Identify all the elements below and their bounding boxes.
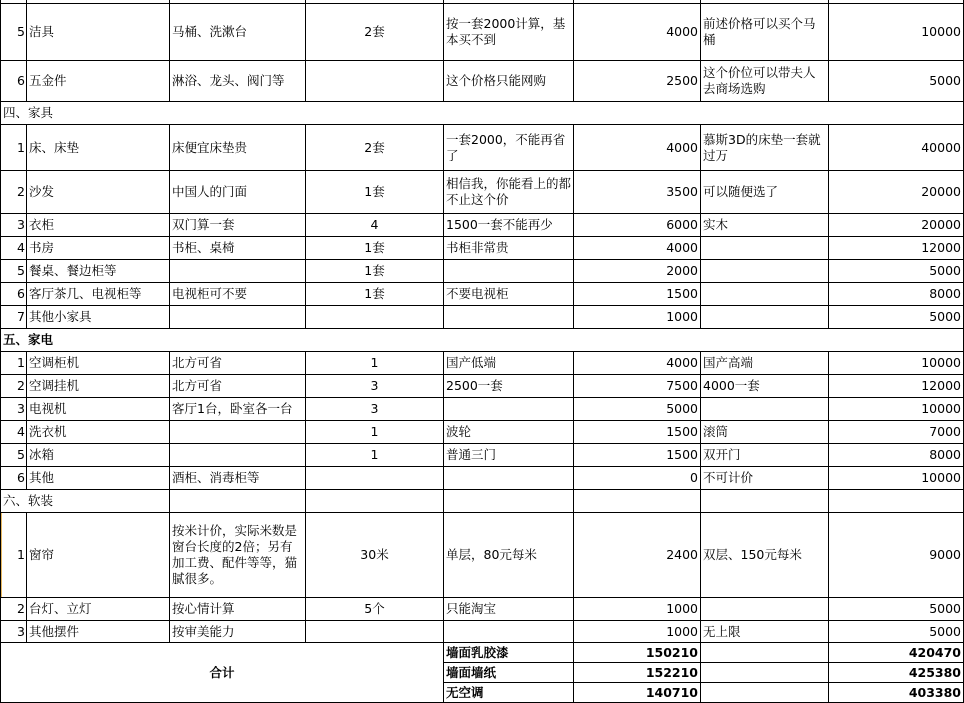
cell-index[interactable]: 5 — [1, 260, 27, 283]
cell-note[interactable]: 北方可省 — [170, 375, 306, 398]
cell-quantity[interactable]: 3 — [306, 398, 444, 421]
cell-premium-note[interactable]: 双层、150元每米 — [701, 513, 829, 598]
cell-index[interactable]: 3 — [1, 398, 27, 421]
cell-premium-price[interactable]: 8000 — [829, 283, 964, 306]
cell-item[interactable]: 书房 — [27, 237, 170, 260]
cell-index[interactable]: 5 — [1, 4, 27, 61]
cell-budget-price[interactable]: 2500 — [574, 61, 701, 102]
cell-index[interactable]: 7 — [1, 306, 27, 329]
cell-quantity[interactable]: 1套 — [306, 171, 444, 214]
cell-note[interactable]: 按审美能力 — [170, 621, 306, 643]
cell-quantity[interactable]: 3 — [306, 375, 444, 398]
table-row — [1, 306, 964, 329]
cell-budget-price[interactable]: 6000 — [574, 214, 701, 237]
cell-budget-note[interactable]: 相信我，你能看上的都不止这个价 — [444, 171, 574, 214]
cell-index[interactable]: 6 — [1, 61, 27, 102]
cell-premium-price[interactable]: 10000 — [829, 4, 964, 61]
total-scenario-name[interactable]: 墙面墙纸 — [444, 663, 574, 683]
table-row — [1, 214, 964, 237]
empty-cell[interactable] — [170, 490, 306, 513]
cell-note[interactable] — [170, 306, 306, 329]
total-row — [1, 643, 964, 663]
cell-budget-price[interactable]: 1500 — [574, 283, 701, 306]
cell-premium-price[interactable]: 5000 — [829, 621, 964, 643]
cell-premium-price[interactable]: 9000 — [829, 513, 964, 598]
cell-index[interactable]: 1 — [1, 125, 27, 171]
cell-budget-price[interactable]: 1000 — [574, 621, 701, 643]
empty-cell[interactable] — [701, 643, 829, 663]
cell-budget-price[interactable]: 2000 — [574, 260, 701, 283]
cell-premium-price[interactable]: 5000 — [829, 61, 964, 102]
cell-index[interactable]: 1 — [1, 352, 27, 375]
cell-quantity[interactable] — [306, 467, 444, 490]
table-row — [1, 467, 964, 490]
cell-budget-price[interactable]: 4000 — [574, 237, 701, 260]
cell-premium-note[interactable] — [701, 260, 829, 283]
cell-premium-price[interactable]: 10000 — [829, 467, 964, 490]
cell-quantity[interactable]: 4 — [306, 214, 444, 237]
cell-premium-note[interactable]: 这个价位可以带夫人去商场选购 — [701, 61, 829, 102]
cell-budget-note[interactable]: 国产低端 — [444, 352, 574, 375]
cell-premium-price[interactable]: 12000 — [829, 237, 964, 260]
cell-budget-price[interactable]: 5000 — [574, 398, 701, 421]
table-row — [1, 4, 964, 61]
total-label[interactable]: 合计 — [1, 643, 444, 703]
cell-premium-price[interactable]: 10000 — [829, 352, 964, 375]
cell-premium-note[interactable] — [701, 306, 829, 329]
cell-note[interactable] — [170, 260, 306, 283]
cell-budget-price[interactable]: 2400 — [574, 513, 701, 598]
empty-cell[interactable] — [829, 490, 964, 513]
cell-premium-price[interactable]: 5000 — [829, 598, 964, 621]
table-row — [1, 513, 964, 598]
cell-budget-note[interactable]: 2500一套 — [444, 375, 574, 398]
cell-item[interactable]: 其他摆件 — [27, 621, 170, 643]
cell-premium-price[interactable]: 5000 — [829, 260, 964, 283]
table-row — [1, 283, 964, 306]
table-row — [1, 125, 964, 171]
cell-index[interactable]: 6 — [1, 467, 27, 490]
cell-budget-note[interactable]: 普通三门 — [444, 444, 574, 467]
cell-quantity[interactable]: 1套 — [306, 260, 444, 283]
cell-premium-note[interactable] — [701, 237, 829, 260]
cell-index[interactable]: 3 — [1, 214, 27, 237]
cell-budget-note[interactable] — [444, 398, 574, 421]
cell-item[interactable]: 餐桌、餐边柜等 — [27, 260, 170, 283]
section-header-row — [1, 102, 964, 125]
cell-note[interactable]: 中国人的门面 — [170, 171, 306, 214]
cell-budget-note[interactable]: 1500一套不能再少 — [444, 214, 574, 237]
table-row — [1, 352, 964, 375]
cell-budget-price[interactable]: 1500 — [574, 444, 701, 467]
cell-item[interactable]: 客厅茶几、电视柜等 — [27, 283, 170, 306]
cell-budget-price[interactable]: 4000 — [574, 352, 701, 375]
cell-budget-note[interactable]: 只能淘宝 — [444, 598, 574, 621]
table-row — [1, 421, 964, 444]
table-row — [1, 171, 964, 214]
cell-quantity[interactable]: 2套 — [306, 4, 444, 61]
cell-note[interactable]: 淋浴、龙头、阀门等 — [170, 61, 306, 102]
section-title[interactable]: 五、家电 — [1, 329, 964, 352]
cell-quantity[interactable]: 1套 — [306, 237, 444, 260]
cell-budget-note[interactable]: 一套2000，不能再省了 — [444, 125, 574, 171]
cell-item[interactable]: 窗帘 — [27, 513, 170, 598]
cell-budget-note[interactable] — [444, 621, 574, 643]
cell-budget-note[interactable] — [444, 467, 574, 490]
cell-item[interactable]: 洁具 — [27, 4, 170, 61]
cell-budget-price[interactable]: 4000 — [574, 4, 701, 61]
cell-item[interactable]: 五金件 — [27, 61, 170, 102]
cell-quantity[interactable] — [306, 621, 444, 643]
cell-item[interactable]: 沙发 — [27, 171, 170, 214]
cell-premium-note[interactable]: 4000一套 — [701, 375, 829, 398]
empty-cell[interactable] — [701, 683, 829, 703]
cell-budget-price[interactable]: 4000 — [574, 125, 701, 171]
table-row — [1, 598, 964, 621]
cell-premium-price[interactable]: 40000 — [829, 125, 964, 171]
total-premium-value[interactable]: 420470 — [829, 643, 964, 663]
cell-premium-price[interactable]: 8000 — [829, 444, 964, 467]
cell-premium-note[interactable]: 国产高端 — [701, 352, 829, 375]
total-budget-value[interactable]: 150210 — [574, 643, 701, 663]
cell-quantity[interactable]: 5个 — [306, 598, 444, 621]
cell-note[interactable]: 床便宜床垫贵 — [170, 125, 306, 171]
cell-item[interactable]: 空调挂机 — [27, 375, 170, 398]
empty-cell[interactable] — [306, 490, 444, 513]
cell-budget-note[interactable]: 这个价格只能网购 — [444, 61, 574, 102]
cell-premium-note[interactable]: 前述价格可以买个马桶 — [701, 4, 829, 61]
cell-budget-note[interactable]: 不要电视柜 — [444, 283, 574, 306]
cell-premium-note[interactable]: 可以随便选了 — [701, 171, 829, 214]
cell-budget-note[interactable] — [444, 260, 574, 283]
total-premium-value[interactable]: 403380 — [829, 683, 964, 703]
cell-item[interactable]: 电视机 — [27, 398, 170, 421]
cell-premium-price[interactable]: 20000 — [829, 171, 964, 214]
cell-budget-note[interactable]: 按一套2000计算，基本买不到 — [444, 4, 574, 61]
cell-premium-price[interactable]: 12000 — [829, 375, 964, 398]
section-title[interactable]: 六、软装 — [1, 490, 170, 513]
cell-premium-note[interactable] — [701, 283, 829, 306]
cell-quantity[interactable]: 2套 — [306, 125, 444, 171]
cell-note[interactable] — [170, 421, 306, 444]
total-budget-value[interactable]: 140710 — [574, 683, 701, 703]
table-row — [1, 621, 964, 643]
total-scenario-name[interactable]: 无空调 — [444, 683, 574, 703]
cell-budget-price[interactable]: 1000 — [574, 598, 701, 621]
table-row — [1, 375, 964, 398]
cell-premium-price[interactable]: 5000 — [829, 306, 964, 329]
cell-premium-note[interactable]: 实木 — [701, 214, 829, 237]
empty-cell[interactable] — [701, 490, 829, 513]
table-row — [1, 444, 964, 467]
cell-index[interactable]: 5 — [1, 444, 27, 467]
cell-item[interactable]: 床、床垫 — [27, 125, 170, 171]
cell-note[interactable]: 马桶、洗漱台 — [170, 4, 306, 61]
cell-premium-price[interactable]: 20000 — [829, 214, 964, 237]
cell-budget-note[interactable]: 书柜非常贵 — [444, 237, 574, 260]
cell-item[interactable]: 台灯、立灯 — [27, 598, 170, 621]
cell-note[interactable]: 按心情计算 — [170, 598, 306, 621]
cell-index[interactable]: 2 — [1, 375, 27, 398]
section-title[interactable]: 四、家具 — [1, 102, 964, 125]
cell-note[interactable]: 按米计价，实际米数是窗台长度的2倍；另有加工费、配件等等，猫腻很多。 — [170, 513, 306, 598]
total-scenario-name[interactable]: 墙面乳胶漆 — [444, 643, 574, 663]
cell-item[interactable]: 衣柜 — [27, 214, 170, 237]
section-header-row — [1, 490, 964, 513]
cell-note[interactable]: 双门算一套 — [170, 214, 306, 237]
cell-premium-note[interactable] — [701, 398, 829, 421]
cell-quantity[interactable]: 1套 — [306, 283, 444, 306]
cell-item[interactable]: 空调柜机 — [27, 352, 170, 375]
cell-index[interactable]: 1 — [1, 513, 27, 598]
cell-premium-note[interactable]: 慕斯3D的床垫一套就过万 — [701, 125, 829, 171]
cell-index[interactable]: 2 — [1, 598, 27, 621]
cell-budget-price[interactable]: 7500 — [574, 375, 701, 398]
table-row — [1, 260, 964, 283]
cell-index[interactable]: 2 — [1, 171, 27, 214]
cell-premium-note[interactable]: 双开门 — [701, 444, 829, 467]
cell-quantity[interactable] — [306, 306, 444, 329]
cell-index[interactable]: 3 — [1, 621, 27, 643]
cell-premium-price[interactable]: 7000 — [829, 421, 964, 444]
cell-quantity[interactable]: 30米 — [306, 513, 444, 598]
cell-item[interactable]: 其他 — [27, 467, 170, 490]
cell-budget-price[interactable]: 3500 — [574, 171, 701, 214]
cell-note[interactable] — [170, 444, 306, 467]
cell-budget-note[interactable]: 单层，80元每米 — [444, 513, 574, 598]
cell-budget-note[interactable] — [444, 306, 574, 329]
cell-premium-note[interactable] — [701, 598, 829, 621]
cell-budget-price[interactable]: 1000 — [574, 306, 701, 329]
cell-budget-price[interactable]: 0 — [574, 467, 701, 490]
cell-index[interactable]: 4 — [1, 421, 27, 444]
cell-note[interactable]: 客厅1台，卧室各一台 — [170, 398, 306, 421]
cell-quantity[interactable]: 1 — [306, 352, 444, 375]
empty-cell[interactable] — [701, 663, 829, 683]
total-premium-value[interactable]: 425380 — [829, 663, 964, 683]
empty-cell[interactable] — [444, 490, 574, 513]
table-row — [1, 398, 964, 421]
cell-note[interactable]: 北方可省 — [170, 352, 306, 375]
cell-quantity[interactable]: 1 — [306, 421, 444, 444]
table-row — [1, 237, 964, 260]
cell-note[interactable]: 电视柜可不要 — [170, 283, 306, 306]
cell-item[interactable]: 洗衣机 — [27, 421, 170, 444]
cell-premium-note[interactable]: 不可计价 — [701, 467, 829, 490]
section-header-row — [1, 329, 964, 352]
cell-item[interactable]: 其他小家具 — [27, 306, 170, 329]
cell-note[interactable]: 书柜、桌椅 — [170, 237, 306, 260]
cell-quantity[interactable]: 1 — [306, 444, 444, 467]
cell-index[interactable]: 6 — [1, 283, 27, 306]
cell-premium-note[interactable]: 无上限 — [701, 621, 829, 643]
cell-quantity[interactable] — [306, 61, 444, 102]
cell-premium-note[interactable]: 滚筒 — [701, 421, 829, 444]
total-budget-value[interactable]: 152210 — [574, 663, 701, 683]
empty-cell[interactable] — [574, 490, 701, 513]
cell-premium-price[interactable]: 10000 — [829, 398, 964, 421]
cell-budget-note[interactable]: 波轮 — [444, 421, 574, 444]
cell-index[interactable]: 4 — [1, 237, 27, 260]
table-row — [1, 61, 964, 102]
cell-note[interactable]: 酒柜、消毒柜等 — [170, 467, 306, 490]
cell-item[interactable]: 冰箱 — [27, 444, 170, 467]
cell-budget-price[interactable]: 1500 — [574, 421, 701, 444]
